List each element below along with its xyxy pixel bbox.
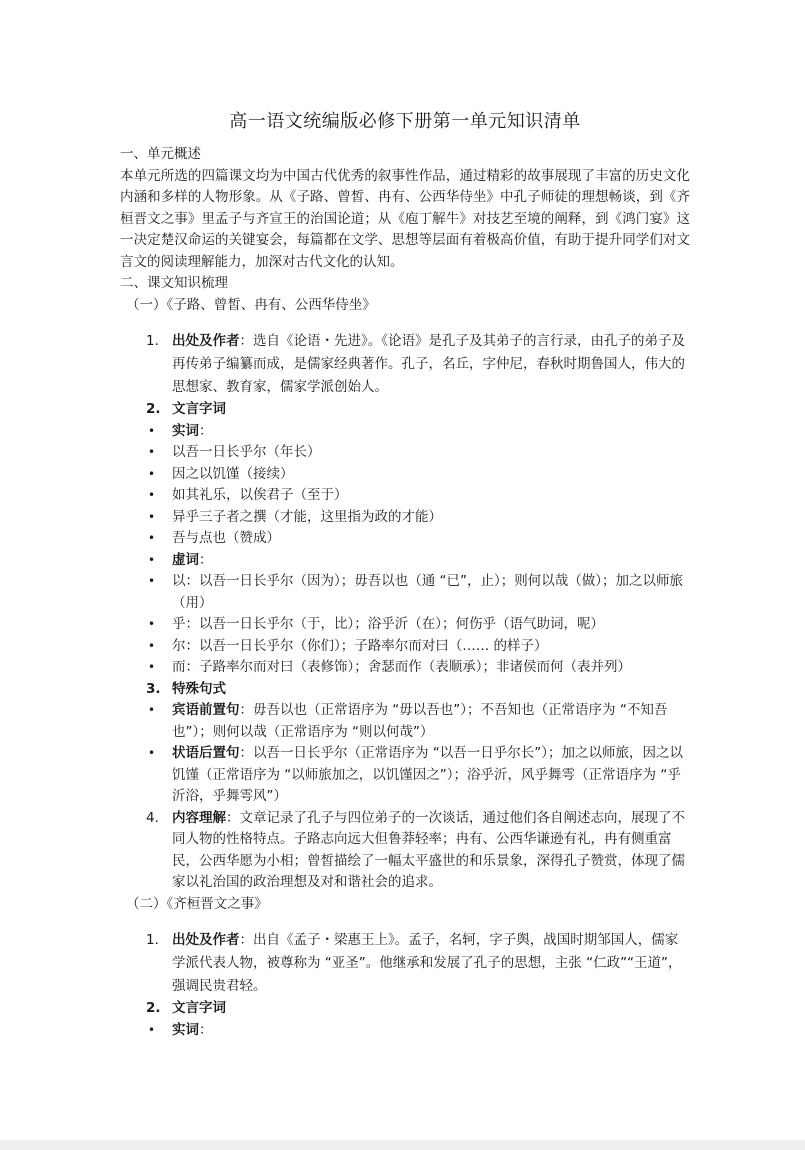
list-item <box>120 614 690 636</box>
lesson1-syntax-item <box>120 679 690 701</box>
bullet-icon: • <box>148 746 156 760</box>
bullet-icon: • <box>148 617 156 631</box>
list-number: 2. <box>146 1000 161 1016</box>
list-item <box>120 528 690 550</box>
section-heading-overview: 一、单元概述 <box>120 146 201 162</box>
lesson2-heading: （二）《齐桓晋文之事》 <box>126 895 268 912</box>
item-text: 尔：以吾一日长乎尔（你们）；子路率尔而对曰（…… 的样子） <box>172 637 548 654</box>
bullet-icon: • <box>148 445 156 459</box>
bullet-icon: • <box>148 1022 156 1037</box>
item-label: 状语后置句 <box>172 745 240 761</box>
lesson1-xuci-label: • 虚词： <box>120 550 690 572</box>
list-number: 4. <box>146 809 159 826</box>
item-text: ：出自《孟子・梁惠王上》。孟子，名轲，字子舆，战国时期邹国人，儒家学派代表人物，被尊称为 “亚圣”。他继承和发展了孔子的思想，主张 “仁政”“王道”，强调民贵君轻。 <box>172 932 682 994</box>
bullet-icon: • <box>148 466 156 481</box>
item-text: ：文章记录了孔子与四位弟子的一次谈话，通过他们各自阐述志向，展现了不同人物的性格特点。子路志向远大但鲁莽轻率；冉有、公西华谦逊有礼，冉有侧重富民，公西华愿为小相；曾皙描绘了一幅太平盛世的和乐景象，深得孔子赞赏，体现了儒家以礼治国的政治理想及对和谐社会的追求。 <box>172 809 685 890</box>
spacer <box>120 915 690 929</box>
item-label: 虚词 <box>172 551 199 568</box>
list-item <box>120 507 690 529</box>
list-item <box>120 657 690 679</box>
list-item <box>120 636 690 658</box>
bullet-icon: • <box>148 509 156 524</box>
item-label: 内容理解 <box>172 809 226 826</box>
item-label: 文言字词 <box>172 401 226 417</box>
spacer <box>120 316 690 330</box>
lesson2-vocab-item <box>120 998 690 1020</box>
item-label: 出处及作者 <box>172 932 240 948</box>
list-item <box>120 700 690 743</box>
item-text: 因之以饥馑（接续） <box>172 465 294 482</box>
item-text: 以：以吾一日长乎尔（因为）；毋吾以也（通 “已”，止）；则何以哉（做）；加之以师旅（用） <box>172 573 684 611</box>
bullet-icon: • <box>148 552 156 567</box>
list-number: 1. <box>146 932 159 948</box>
item-label: 实词 <box>172 1021 199 1038</box>
list-item <box>120 442 690 464</box>
item-text: 乎：以吾一日长乎尔（于，比）；浴乎沂（在）；何伤乎（语气助词，呢） <box>172 616 604 632</box>
bullet-icon: • <box>148 660 156 674</box>
lesson1-heading: （一）《子路、曾皙、冉有、公西华侍坐》 <box>126 296 376 313</box>
item-text: 以吾一日长乎尔（年长） <box>172 444 321 460</box>
lesson1-shici-label: • 实词： <box>120 421 690 443</box>
item-text: ：毋吾以也（正常语序为 “毋以吾也”）；不吾知也（正常语序为 “不知吾也”）；则何以哉（正常语序为 “则以何哉”） <box>172 702 668 740</box>
item-label: 宾语前置句 <box>172 702 240 718</box>
list-item <box>120 743 690 808</box>
list-item <box>120 464 690 486</box>
bullet-icon: • <box>148 488 156 502</box>
item-label: 实词 <box>172 422 199 439</box>
list-item <box>120 485 690 507</box>
item-text: 如其礼乐，以俟君子（至于） <box>172 487 348 503</box>
lesson1-content-item <box>120 808 690 894</box>
item-label: 特殊句式 <box>172 680 226 697</box>
overview-paragraph: 本单元所选的四篇课文均为中国古代优秀的叙事性作品，通过精彩的故事展现了丰富的历史文化内涵和多样的人物形象。从《子路、曾皙、冉有、公西华侍坐》中孔子师徒的理想畅谈，到《齐桓晋文之事》里孟子与齐宣王的治国论道；从《庖丁解牛》对技艺至境的阐释，到《鸿门宴》这一决定楚汉命运的关键宴会，每篇都在文学、思想等层面有着极高价值，有助于提升同学们对文言文的阅读理解能力，加深对古代文化的认知。 <box>120 167 690 270</box>
item-text: ：选自《论语・先进》。《论语》是孔子及其弟子的言行录，由孔子的弟子及再传弟子编纂而成，是儒家经典著作。孔子，名丘，字仲尼，春秋时期鲁国人，伟大的思想家、教育家，儒家学派创始人。 <box>172 333 685 395</box>
lesson1-vocab-item <box>120 399 690 421</box>
lesson2-shici-label: • 实词： <box>120 1020 690 1042</box>
bullet-icon: • <box>148 574 156 588</box>
item-label: 文言字词 <box>172 1000 226 1016</box>
bullet-icon: • <box>148 531 156 545</box>
item-text: ：以吾一日长乎尔（正常语序为 “以吾一日乎尔长”）；加之以师旅，因之以饥馑（正常语序为 “以师旅加之，以饥馑因之”）；浴乎沂，风乎舞雩（正常语序为 “乎沂浴，乎舞雩风”） <box>172 745 684 804</box>
item-text: 吾与点也（赞成） <box>172 530 280 546</box>
list-number: 2. <box>146 401 161 417</box>
item-text: 而：子路率尔而对曰（表修饰）；舍瑟而作（表顺承）；非诸侯而何（表并列） <box>172 659 631 675</box>
bullet-icon: • <box>148 703 156 717</box>
bullet-icon: • <box>148 638 156 653</box>
section-heading-review: 二、课文知识梳理 <box>120 275 228 291</box>
list-number: 1. <box>146 333 159 349</box>
list-item <box>120 571 690 614</box>
page-title: 高一语文统编版必修下册第一单元知识清单 <box>229 111 581 132</box>
bullet-icon: • <box>148 423 156 438</box>
lesson2-source-item <box>120 929 690 998</box>
document-body <box>120 108 690 1041</box>
lesson1-source-item <box>120 330 690 399</box>
item-label: 出处及作者 <box>172 333 240 349</box>
item-text: 异乎三子者之撰（才能，这里指为政的才能） <box>172 508 442 525</box>
list-number: 3. <box>146 680 161 697</box>
